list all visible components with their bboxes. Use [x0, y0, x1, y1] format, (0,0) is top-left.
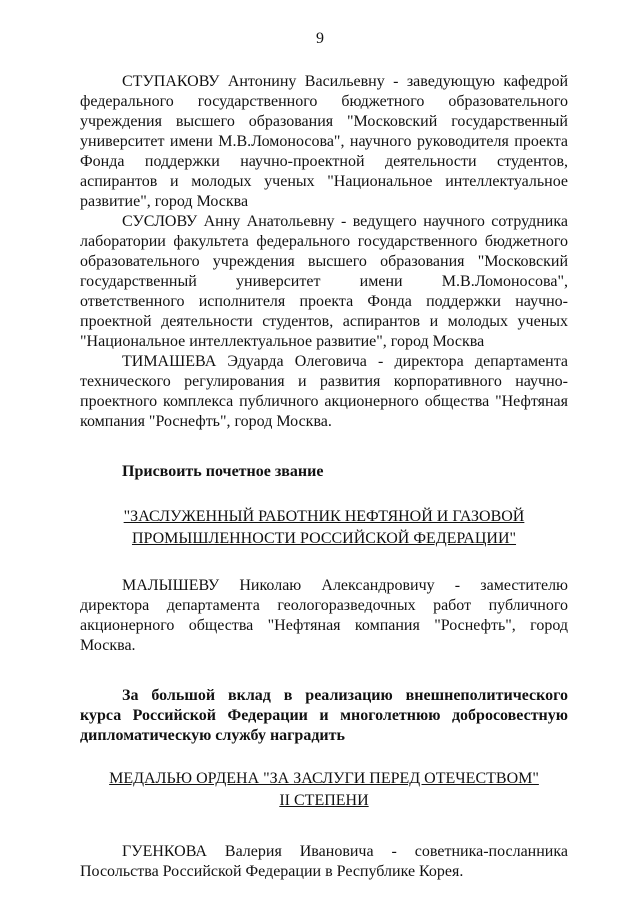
paragraph-stupakova: СТУПАКОВУ Антонину Васильевну - заведующую кафедрой федерального государственного бюджетного образовательного учреждения высшего образования "Московский государственный университет имени М.В.Ломоносова", научного руководителя проекта Фонда поддержки научно-проектной деятельности студентов, аспирантов и молодых ученых "Национальное интеллектуальное развитие", город Москва	[80, 73, 568, 210]
page-number: 9	[316, 30, 324, 47]
paragraph-guenkova: ГУЕНКОВА Валерия Ивановича - советника-посланника Посольства Российской Федерации в Республике Корея.	[80, 843, 568, 880]
assign-title-heading: Присвоить почетное звание	[122, 463, 324, 480]
paragraph-timasheva: ТИМАШЕВА Эдуарда Олеговича - директора департамента технического регулирования и развития корпоративного научно-проектного комплекса публичного акционерного общества "Нефтяная компания "Роснефть", город Москва.	[80, 353, 568, 430]
paragraph-suslova: СУСЛОВУ Анну Анатольевну - ведущего научного сотрудника лаборатории факультета федерального государственного бюджетного образовательного учреждения высшего образования "Московский государственный университет имени М.В.Ломоносова", ответственного исполнителя проекта Фонда поддержки научно-проектной деятельности студентов, аспирантов и молодых ученых "Национальное интеллектуальное развитие", город Москва	[80, 213, 568, 350]
honored-worker-title: "ЗАСЛУЖЕННЫЙ РАБОТНИК НЕФТЯНОЙ И ГАЗОВОЙ ПРОМЫШЛЕННОСТИ РОССИЙСКОЙ ФЕДЕРАЦИИ"	[123, 508, 525, 547]
paragraph-malysheva: МАЛЫШЕВУ Николаю Александровичу - заместителю директора департамента геологоразведочных работ публичного акционерного общества "Нефтяная компания "Роснефть", город Москва.	[80, 577, 568, 654]
document-body	[80, 72, 568, 882]
medal-title-line2: II СТЕПЕНИ	[279, 792, 369, 809]
medal-title-line1: МЕДАЛЬЮ ОРДЕНА "ЗА ЗАСЛУГИ ПЕРЕД ОТЕЧЕСТВОМ"	[109, 770, 539, 787]
medal-title	[80, 768, 568, 812]
award-heading: За большой вклад в реализацию внешнеполитического курса Российской Федерации и многолетнюю добросовестную дипломатическую службу наградить	[80, 687, 568, 744]
